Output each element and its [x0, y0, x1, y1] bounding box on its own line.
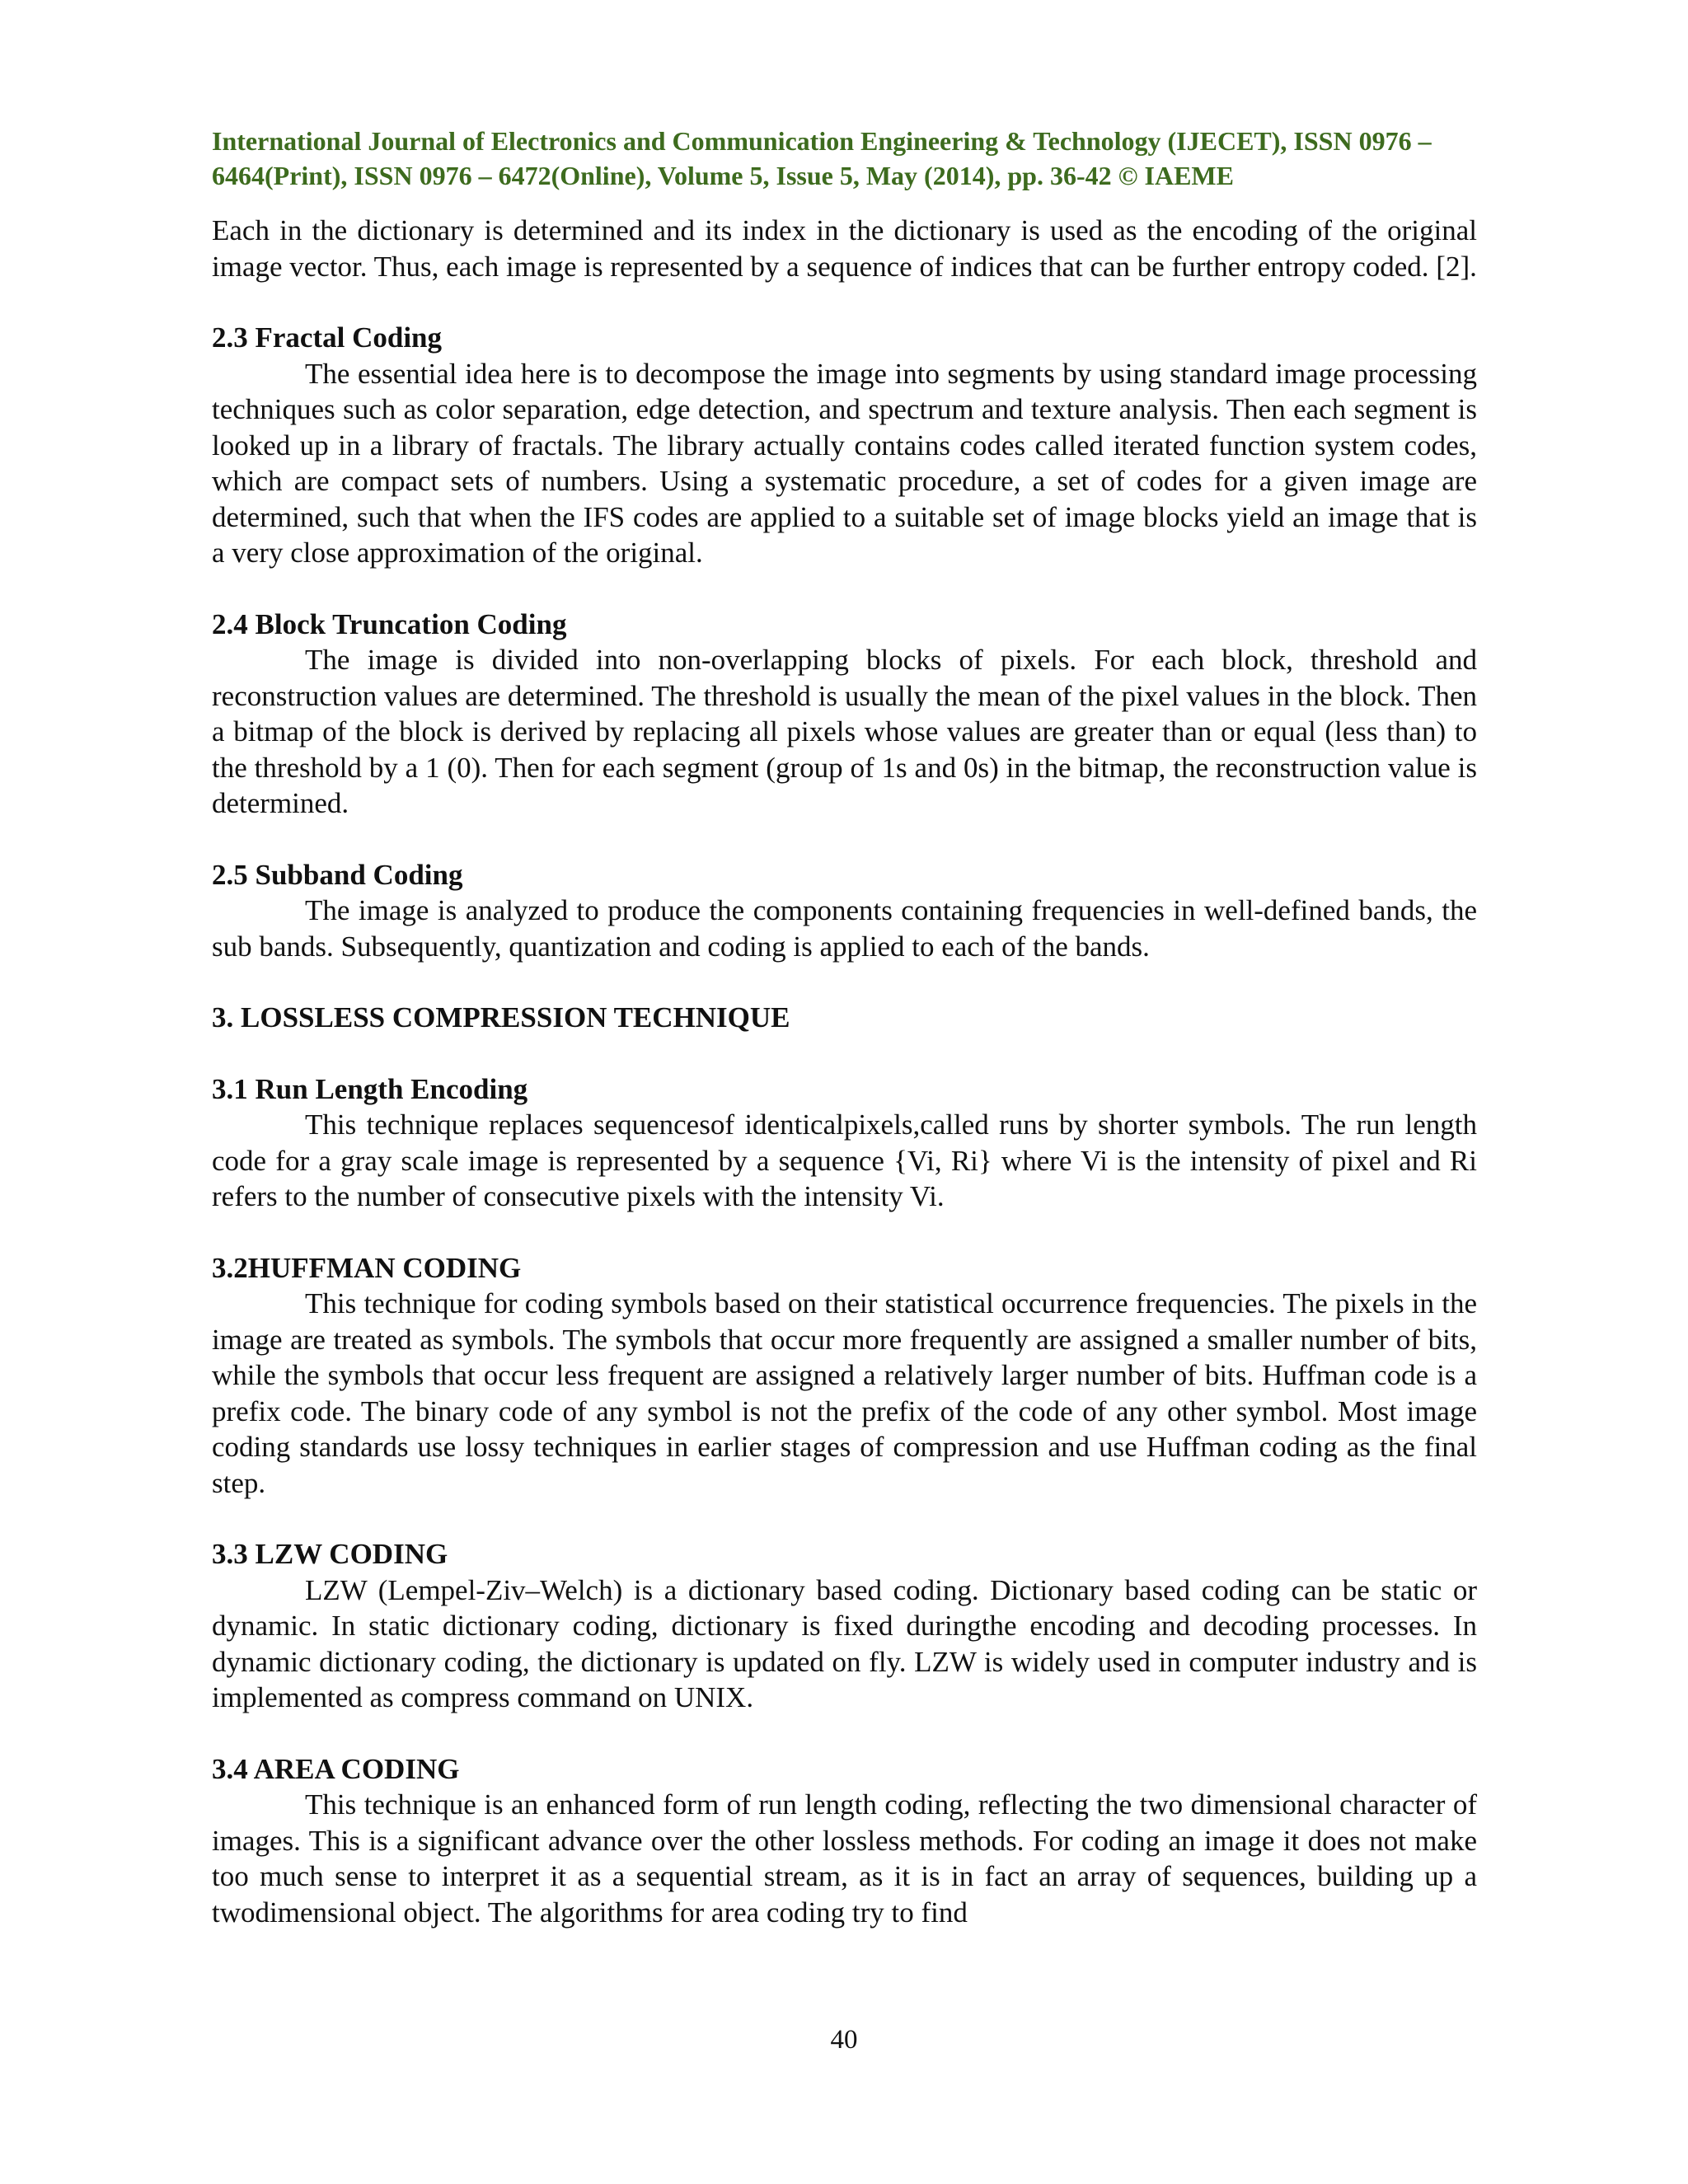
section-heading: 3.2HUFFMAN CODING	[212, 1251, 522, 1284]
section-paragraph: This technique for coding symbols based on their statistical occurrence frequencies. The pixels in the image are treated as symbols. The symbols that occur more frequently are assigned a smaller number of bits, while the symbols that occur less frequent are assigned a relatively larger number of bits. Huffman code is a prefix code. The binary code of any symbol is not the prefix of the code of any other symbol. Most image coding standards use lossy techniques in earlier stages of compression and use Huffman coding as the final step.	[212, 1287, 1477, 1499]
section-paragraph: The essential idea here is to decompose the image into segments by using standard image processing techniques such as color separation, edge detection, and spectrum and texture analysis. Then each segment is looked up in a library of fractals. The library actually contains codes called iterated function system codes, which are compact sets of numbers. Using a systematic procedure, a set of codes for a given image are determined, such that when the IFS codes are applied to a suitable set of image blocks yield an image that is a very close approximation of the original.	[212, 357, 1477, 569]
section-subband-coding	[212, 857, 1477, 965]
section-heading: 3.1 Run Length Encoding	[212, 1072, 528, 1105]
section-paragraph: This technique is an enhanced form of run length coding, reflecting the two dimensional character of images. This is a significant advance over the other lossless methods. For coding an image it does not make too much sense to interpret it as a sequential stream, as it is in fact an array of sequences, building up a twodimensional object. The algorithms for area coding try to find	[212, 1788, 1477, 1929]
section-lzw-coding	[212, 1536, 1477, 1716]
journal-header	[212, 124, 1477, 193]
section-huffman-coding	[212, 1250, 1477, 1502]
section-fractal-coding	[212, 320, 1477, 571]
section-run-length-encoding	[212, 1071, 1477, 1215]
section-block-truncation-coding	[212, 607, 1477, 822]
section-paragraph: LZW (Lempel-Ziv–Welch) is a dictionary based coding. Dictionary based coding can be static or dynamic. In static dictionary coding, dictionary is fixed duringthe encoding and decoding processes. In dynamic dictionary coding, the dictionary is updated on fly. LZW is widely used in computer industry and is implemented as compress command on UNIX.	[212, 1573, 1477, 1713]
section-paragraph: This technique replaces sequencesof identicalpixels,called runs by shorter symbols. The run length code for a gray scale image is represented by a sequence {Vi, Ri} where Vi is the intensity of pixel and Ri refers to the number of consecutive pixels with the intensity Vi.	[212, 1108, 1477, 1212]
section-paragraph: The image is divided into non-overlapping blocks of pixels. For each block, threshold and reconstruction values are determined. The threshold is usually the mean of the pixel values in the block. Then a bitmap of the block is derived by replacing all pixels whose values are greater than or equal (less than) to the threshold by a 1 (0). Then for each segment (group of 1s and 0s) in the bitmap, the reconstruction value is determined.	[212, 644, 1477, 819]
section-heading: 2.3 Fractal Coding	[212, 321, 443, 354]
chapter-heading: 3. LOSSLESS COMPRESSION TECHNIQUE	[212, 1001, 790, 1033]
section-heading: 2.5 Subband Coding	[212, 858, 463, 891]
journal-header-line-2: 6464(Print), ISSN 0976 – 6472(Online), Volume 5, Issue 5, May (2014), pp. 36-42 © IAEME	[212, 161, 1234, 190]
paper-page	[212, 124, 1477, 1930]
section-heading: 3.4 AREA CODING	[212, 1752, 460, 1785]
journal-header-line-1: International Journal of Electronics and Communication Engineering & Technology (IJECET), ISSN 0976 –	[212, 126, 1432, 156]
section-area-coding	[212, 1751, 1477, 1931]
intro-paragraph: Each in the dictionary is determined and its index in the dictionary is used as the encoding of the original image vector. Thus, each image is represented by a sequence of indices that can be further entropy coded. [2].	[212, 214, 1477, 283]
page-number: 40	[830, 2025, 858, 2055]
section-paragraph: The image is analyzed to produce the components containing frequencies in well-defined bands, the sub bands. Subsequently, quantization and coding is applied to each of the bands.	[212, 894, 1477, 963]
section-heading: 2.4 Block Truncation Coding	[212, 607, 567, 640]
section-heading: 3.3 LZW CODING	[212, 1538, 448, 1570]
